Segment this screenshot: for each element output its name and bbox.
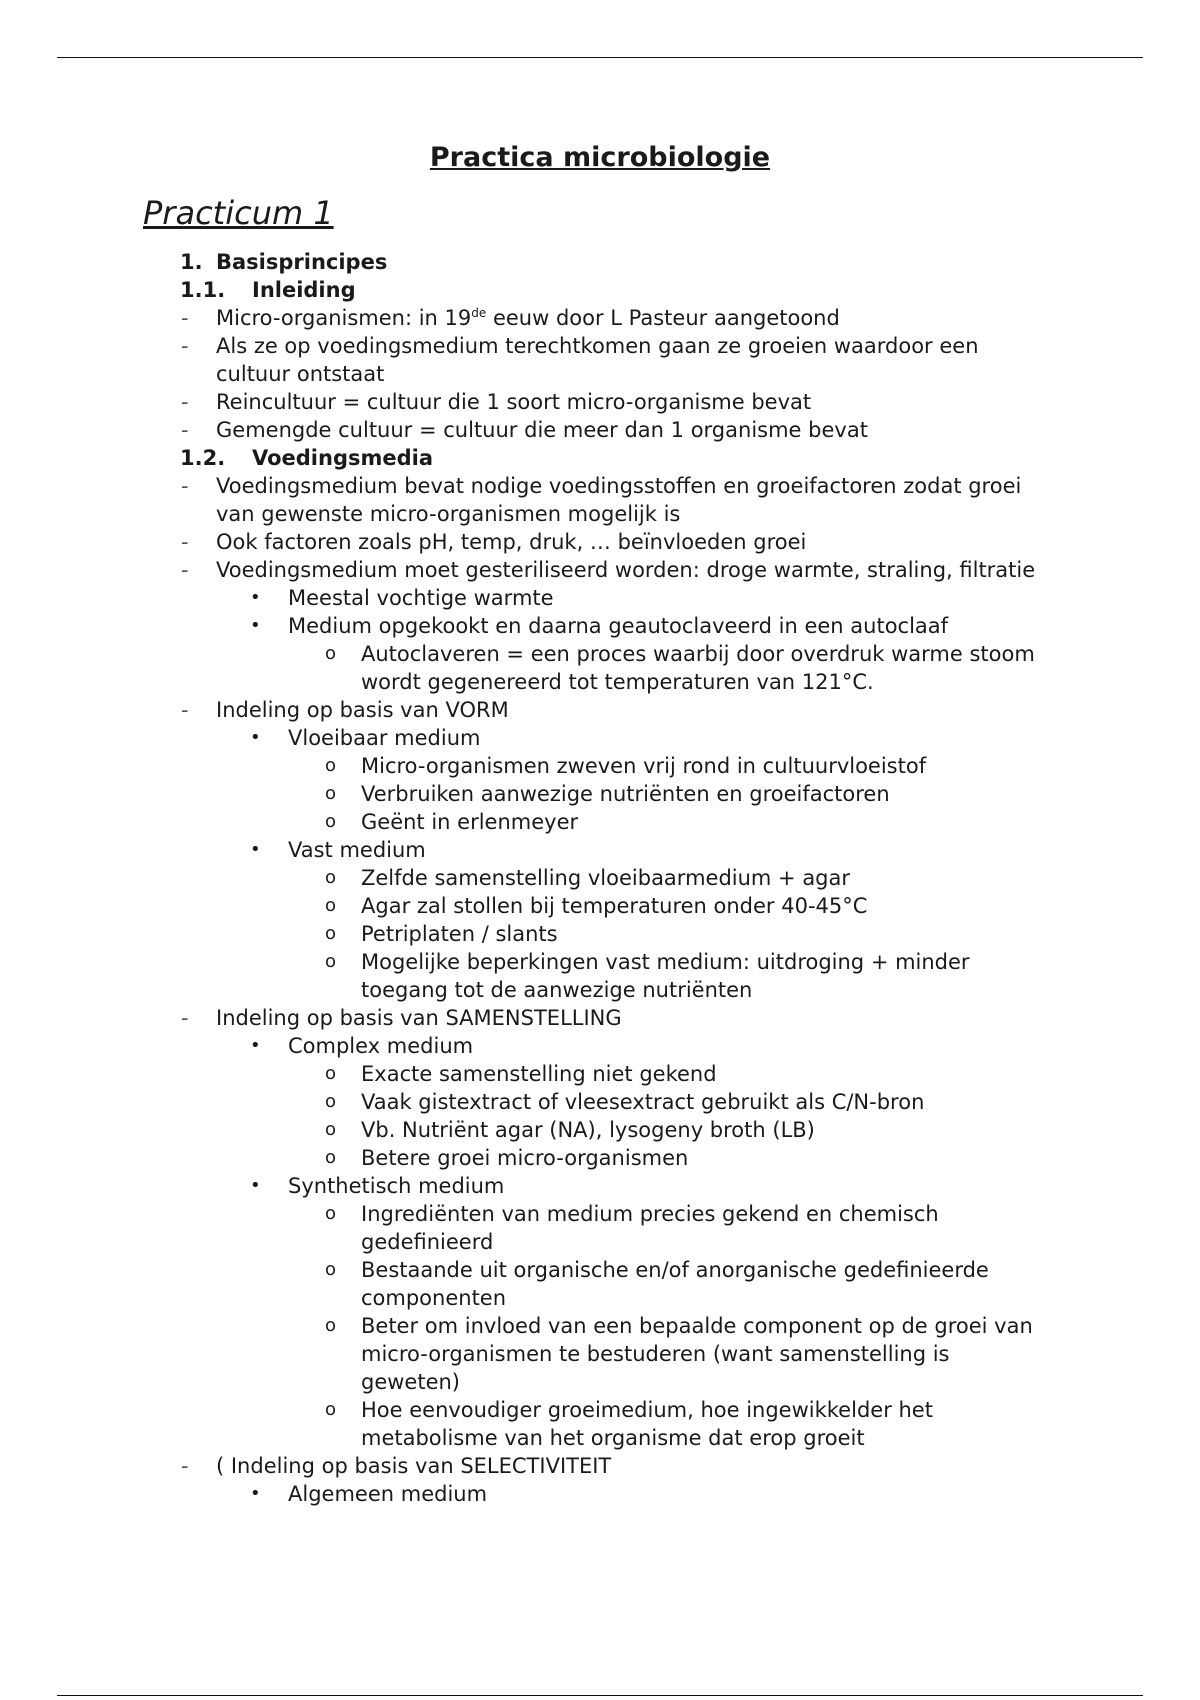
circle-marker: o [325,1119,337,1140]
list-item: - ( Indeling op basis van SELECTIVITEIT [181,1454,612,1478]
list-item: o Ingrediënten van medium precies gekend en chemisch gedefinieerd [325,1202,939,1254]
dash-marker: - [181,558,189,582]
list-item: • Synthetisch medium [250,1174,505,1198]
document-title: Practica microbiologie [429,142,771,173]
bullet-marker: • [250,839,261,860]
heading-basisprincipes: 1. Basisprincipes [180,250,388,274]
list-item: o Beter om invloed van een bepaalde component op de groei van micro-organismen te bestuderen (want samenstelling is geweten) [325,1314,1033,1394]
list-item: • Medium opgekookt en daarna geautoclaveerd in een autoclaaf [250,614,949,638]
circle-marker: o [325,1203,337,1224]
heading-inleiding: 1.1. Inleiding [180,278,356,302]
dash-marker: - [181,530,189,554]
footer-rule [57,1695,1143,1696]
list-item: o Geënt in erlenmeyer [325,810,579,834]
bullet-marker: • [250,587,261,608]
list-item: o Zelfde samenstelling vloeibaarmedium + agar [325,866,851,890]
bullet-marker: • [250,1175,261,1196]
section-title: Practicum 1 [143,194,334,232]
list-item: o Exacte samenstelling niet gekend [325,1062,717,1086]
dash-marker: - [181,698,189,722]
dash-marker: - [181,390,189,414]
dash-marker: - [181,334,189,358]
list-item: - Ook factoren zoals pH, temp, druk, … beïnvloeden groei [181,530,807,554]
list-item: o Autoclaveren = een proces waarbij door overdruk warme stoom wordt gegenereerd tot temperaturen van 121°C. [325,642,1035,694]
list-item: • Vloeibaar medium [250,726,481,750]
dash-marker: - [181,1006,189,1030]
circle-marker: o [325,1091,337,1112]
list-item: o Vaak gistextract of vleesextract gebruikt als C/N-bron [325,1090,925,1114]
circle-marker: o [325,1315,337,1336]
list-item: o Bestaande uit organische en/of anorganische gedefinieerde componenten [325,1258,989,1310]
header-rule [57,57,1143,58]
circle-marker: o [325,923,337,944]
list-item: • Complex medium [250,1034,474,1058]
bullet-marker: • [250,1483,261,1504]
list-item: • Meestal vochtige warmte [250,586,554,610]
list-item: • Vast medium [250,838,426,862]
circle-marker: o [325,951,337,972]
dash-marker: - [181,418,189,442]
circle-marker: o [325,895,337,916]
list-item: o Betere groei micro-organismen [325,1146,689,1170]
list-item: o Vb. Nutriënt agar (NA), lysogeny broth (LB) [325,1118,815,1142]
dash-marker: - [181,306,189,330]
list-item: o Hoe eenvoudiger groeimedium, hoe ingewikkelder het metabolisme van het organisme dat erop groeit [325,1398,933,1450]
document-body [0,248,1200,1508]
circle-marker: o [325,1259,337,1280]
list-item: - Indeling op basis van SAMENSTELLING [181,1006,622,1030]
circle-marker: o [325,867,337,888]
bullet-marker: • [250,615,261,636]
dash-marker: - [181,1454,189,1478]
bullet-marker: • [250,727,261,748]
circle-marker: o [325,811,337,832]
list-item: o Verbruiken aanwezige nutriënten en groeifactoren [325,782,890,806]
list-item: - Als ze op voedingsmedium terechtkomen gaan ze groeien waardoor een cultuur ontstaat [181,334,979,386]
list-item: o Agar zal stollen bij temperaturen onder 40-45°C [325,894,868,918]
list-item: - Indeling op basis van VORM [181,698,509,722]
bullet-marker: • [250,1035,261,1056]
list-item: - Reincultuur = cultuur die 1 soort micro-organisme bevat [181,390,812,414]
circle-marker: o [325,755,337,776]
list-item: o Petriplaten / slants [325,922,558,946]
list-item: - Voedingsmedium bevat nodige voedingsstoffen en groeifactoren zodat groei van gewenste micro-organismen mogelijk is [181,474,1022,526]
list-item: o Micro-organismen zweven vrij rond in cultuurvloeistof [325,754,927,778]
list-item: - Gemengde cultuur = cultuur die meer dan 1 organisme bevat [181,418,868,442]
circle-marker: o [325,1399,337,1420]
circle-marker: o [325,1063,337,1084]
circle-marker: o [325,1147,337,1168]
dash-marker: - [181,474,189,498]
list-item: - Micro-organismen: in 19de eeuw door L Pasteur aangetoond [181,306,840,330]
list-item: • Algemeen medium [250,1482,488,1506]
list-item: o Mogelijke beperkingen vast medium: uitdroging + minder toegang tot de aanwezige nutriënten [325,950,970,1002]
heading-voedingsmedia: 1.2. Voedingsmedia [180,446,434,470]
circle-marker: o [325,783,337,804]
list-item: - Voedingsmedium moet gesteriliseerd worden: droge warmte, straling, filtratie [181,558,1036,582]
circle-marker: o [325,643,337,664]
